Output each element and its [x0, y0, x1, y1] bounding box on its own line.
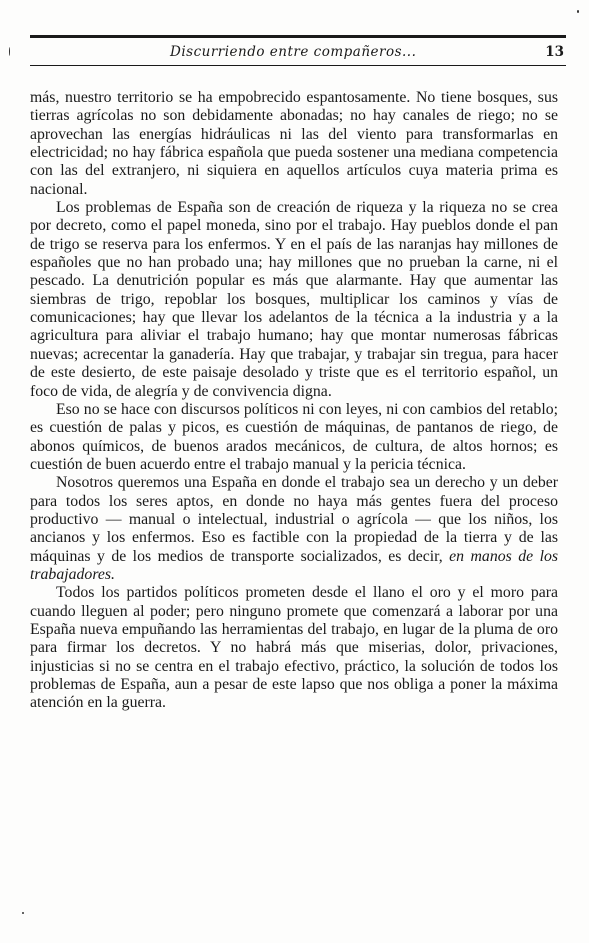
paragraph: más, nuestro territorio se ha empobrecido espantosamente. No tiene bosques, sus tierras agrícolas no son debidamente abonadas; no hay canales de riego; no se aprovechan las energías hidráulicas ni las del viento para transformarlas en electricidad; no hay fábrica española que pueda sostener una mediana competencia con las del extranjero, ni siquiera en aquellos artículos cuya materia prima es nacional. — [30, 89, 558, 198]
print-speck — [9, 47, 10, 56]
print-speck — [577, 10, 579, 13]
header-rule-thin — [30, 65, 566, 66]
running-header — [30, 42, 566, 62]
paragraph: Todos los partidos políticos prometen desde el llano el oro y el moro para cuando lleguen al poder; pero ninguno promete que comenzará a laborar por una España nueva empuñando las herramientas del trabajo, en lugar de la pluma de oro para firmar los decretos. Y no habrá más que miserias, dolor, privaciones, injusticias si no se centra en el trabajo efectivo, práctico, la solución de todos los problemas de España, aun a pesar de este lapso que nos obliga a poner la máxima atención en la guerra. — [30, 584, 558, 712]
paragraph: Eso no se hace con discursos políticos ni con leyes, ni con cambios del retablo; es cuestión de palas y picos, es cuestión de máquinas, de pantanos de riego, de abonos químicos, de buenos arados mecánicos, de cultura, de altos hornos; es cuestión de buen acuerdo entre el trabajo manual y la pericia técnica. — [30, 400, 558, 473]
page-number: 13 — [545, 44, 564, 60]
italic-phrase: en manos de los trabajadores. — [30, 547, 558, 583]
body-text — [30, 89, 558, 713]
paragraph — [30, 474, 558, 584]
print-speck — [22, 912, 24, 914]
paragraph: Los problemas de España son de creación de riqueza y la riqueza no se crea por decreto, como el papel moneda, sino por el trabajo. Hay pueblos donde el pan de trigo se reserva para los enfermos. Y en el país de las naranjas hay millones de españoles que no han probado una; hay millones que no prueban la carne, ni el pescado. La denutrición popular es más que alarmante. Hay que aumentar las siembras de trigo, repoblar los bosques, multiplicar los caminos y vías de comunicaciones; hay que llevar los adelantos de la técnica a la industria y a la agricultura para aliviar el trabajo humano; hay que montar numerosas fábricas nuevas; acrecentar la ganadería. Hay que trabajar, y trabajar sin tregua, para hacer de este desierto, de este paisaje desolado y triste que es el territorio español, un foco de vida, de alegría y de convivencia digna. — [30, 199, 558, 400]
paragraph-text: Nosotros queremos una España en donde el trabajo sea un derecho y un deber para todos los seres aptos, en donde no haya más gentes fuera del proceso productivo — manual o intelectual, industrial o agrícola — que los niños, los ancianos y los enfermos. Eso es factible con la propiedad de la tierra y de las máquinas y de los medios de transporte socializados, es decir, — [30, 474, 558, 565]
running-title: Discurriendo entre compañeros... — [170, 44, 417, 60]
header-rule-thick — [30, 35, 566, 38]
